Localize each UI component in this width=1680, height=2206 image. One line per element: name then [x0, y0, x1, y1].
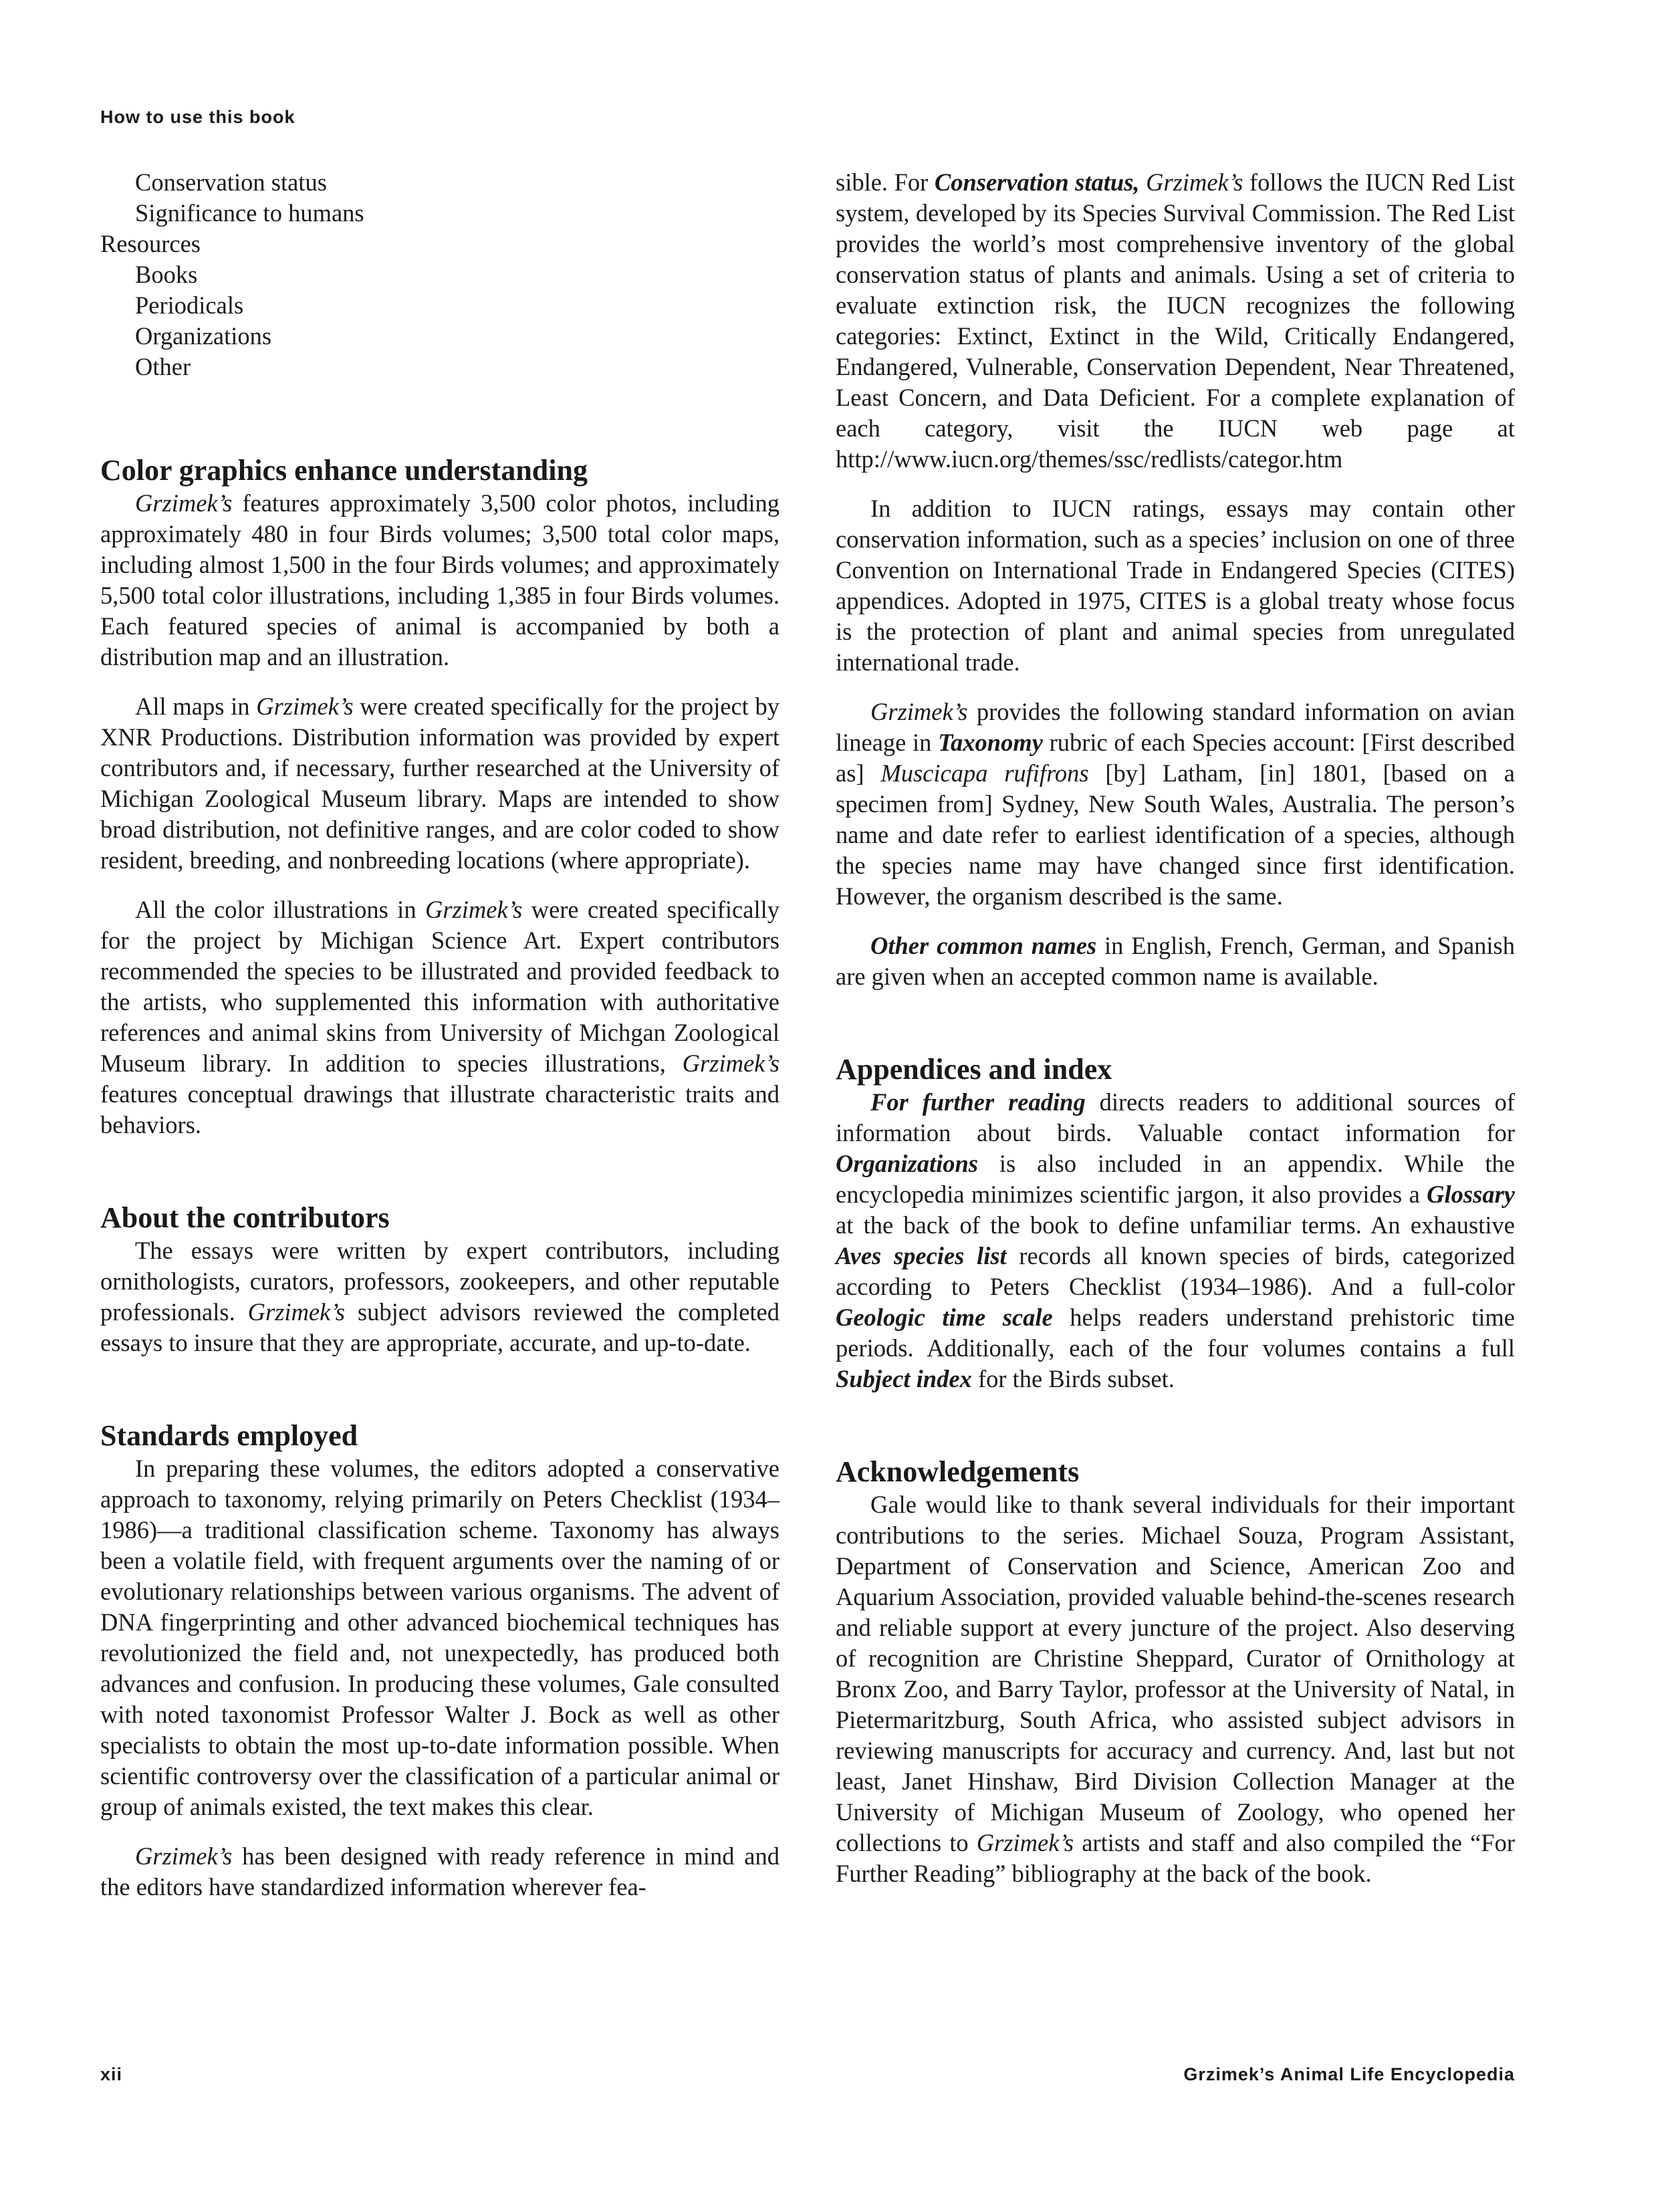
outline-item: Other: [135, 353, 191, 380]
paragraph: Gale would like to thank several individuals for their important contributions to the series. Michael Souza, Program Assistant, Department of Conservation and Science, American Zoo and Aquarium Association, provided valuable behind-the-scenes research and reliable support at every juncture of the project. Also deserving of recognition are Christine Sheppard, Curator of Ornithology at Bronx Zoo, and Barry Taylor, professor at the University of Natal, in Pietermaritzburg, South Africa, who assisted subject advisors in reviewing manuscripts for accuracy and currency. And, last but not least, Janet Hinshaw, Bird Division Collection Manager at the University of Michigan Museum of Zoology, who opened her collections to Grzimek’s artists and staff and also compiled the “For Further Reading” bibliography at the back of the book.: [836, 1491, 1515, 1887]
left-column: [100, 167, 779, 1903]
book-title: Grzimek’s Animal Life Encyclopedia: [1183, 2064, 1515, 2084]
outline-item: Significance to humans: [135, 199, 364, 227]
section-heading: Acknowledgements: [836, 1455, 1080, 1488]
section-heading: About the contributors: [100, 1201, 390, 1234]
paragraph: Grzimek’s features approximately 3,500 color photos, including approximately 480 in four Birds volumes; 3,500 total color maps, including almost 1,500 in the four Birds volumes; and approximately 5,500 total color illustrations, including 1,385 in four Birds volumes. Each featured species of animal is accompanied by both a distribution map and an illustration.: [100, 489, 779, 670]
page-number: xii: [100, 2064, 123, 2084]
outline-item: Books: [135, 261, 198, 288]
paragraph: All the color illustrations in Grzimek’s were created specifically for the project by Michigan Science Art. Expert contributors recommended the species to be illustrated and provided feedback to the artists, who supplemented this information with authoritative references and animal skins from University of Michgan Zoological Museum library. In addition to species illustrations, Grzimek’s features conceptual drawings that illustrate characteristic traits and behaviors.: [100, 896, 779, 1138]
paragraph: In addition to IUCN ratings, essays may contain other conservation information, such as a species’ inclusion on one of three Convention on International Trade in Endangered Species (CITES) appendices. Adopted in 1975, CITES is a global treaty whose focus is the protection of plant and animal species from unregulated international trade.: [836, 495, 1515, 676]
paragraph: The essays were written by expert contributors, including ornithologists, curators, professors, zookeepers, and other reputable professionals. Grzimek’s subject advisors reviewed the completed essays to insure that they are appropriate, accurate, and up-to-date.: [100, 1237, 779, 1356]
contents-outline: [100, 167, 779, 382]
section-heading: Color graphics enhance understanding: [100, 454, 588, 487]
paragraph: Grzimek’s has been designed with ready reference in mind and the editors have standardized information wherever fea-: [100, 1842, 779, 1901]
paragraph-continued: sible. For Conservation status, Grzimek’s follows the IUCN Red List system, developed by its Species Survival Commission. The Red List provides the world’s most comprehensive inventory of the global conservation status of plants and animals. Using a set of criteria to evaluate extinction risk, the IUCN recognizes the following categories: Extinct, Extinct in the Wild, Critically Endangered, Endangered, Vulnerable, Conservation Dependent, Near Threatened, Least Concern, and Data Deficient. For a complete explanation of each category, visit the IUCN web page at http://www.iucn.org/themes/ssc/redlists/categor.htm: [836, 168, 1515, 473]
paragraph: Other common names in English, French, German, and Spanish are given when an accepted common name is available.: [836, 932, 1515, 990]
paragraph: Grzimek’s provides the following standard information on avian lineage in Taxonomy rubric of each Species account: [First described as] Muscicapa rufifrons [by] Latham, [in] 1801, [based on a specimen from] Sydney, New South Wales, Australia. The person’s name and date refer to earliest identification of a species, although the species name may have changed since first identification. However, the organism described is the same.: [836, 698, 1516, 910]
section-heading: Standards employed: [100, 1419, 358, 1452]
running-head: How to use this book: [100, 107, 295, 127]
paragraph: All maps in Grzimek’s were created specifically for the project by XNR Productions. Distribution information was provided by expert contributors and, if necessary, further researched at the University of Michigan Zoological Museum library. Maps are intended to show broad distribution, not definitive ranges, and are color coded to show resident, breeding, and nonbreeding locations (where appropriate).: [100, 693, 779, 874]
outline-item: Organizations: [135, 322, 272, 350]
paragraph: In preparing these volumes, the editors adopted a conservative approach to taxonomy, relying primarily on Peters Checklist (1934–1986)—a traditional classification scheme. Taxonomy has always been a volatile field, with frequent arguments over the naming of or evolutionary relationships between various organisms. The advent of DNA fingerprinting and other advanced biochemical techniques has revolutionized the field and, not unexpectedly, has produced both advances and confusion. In producing these volumes, Gale consulted with noted taxonomist Professor Walter J. Bock as well as other specialists to obtain the most up-to-date information possible. When scientific controversy over the classification of a particular animal or group of animals existed, the text makes this clear.: [100, 1455, 779, 1820]
outline-item: Conservation status: [135, 168, 327, 196]
outline-item: Periodicals: [135, 291, 244, 319]
paragraph: For further reading directs readers to additional sources of information about birds. Valuable contact information for Organizations is also included in an appendix. While the encyclopedia minimizes scientific jargon, it also provides a Glossary at the back of the book to define unfamiliar terms. An exhaustive Aves species list records all known species of birds, categorized according to Peters Checklist (1934–1986). And a full-color Geologic time scale helps readers understand prehistoric time periods. Additionally, each of the four volumes contains a full Subject index for the Birds subset.: [836, 1088, 1515, 1392]
section-heading: Appendices and index: [836, 1053, 1112, 1086]
outline-item: Resources: [100, 230, 201, 257]
right-column: [836, 167, 1515, 1889]
